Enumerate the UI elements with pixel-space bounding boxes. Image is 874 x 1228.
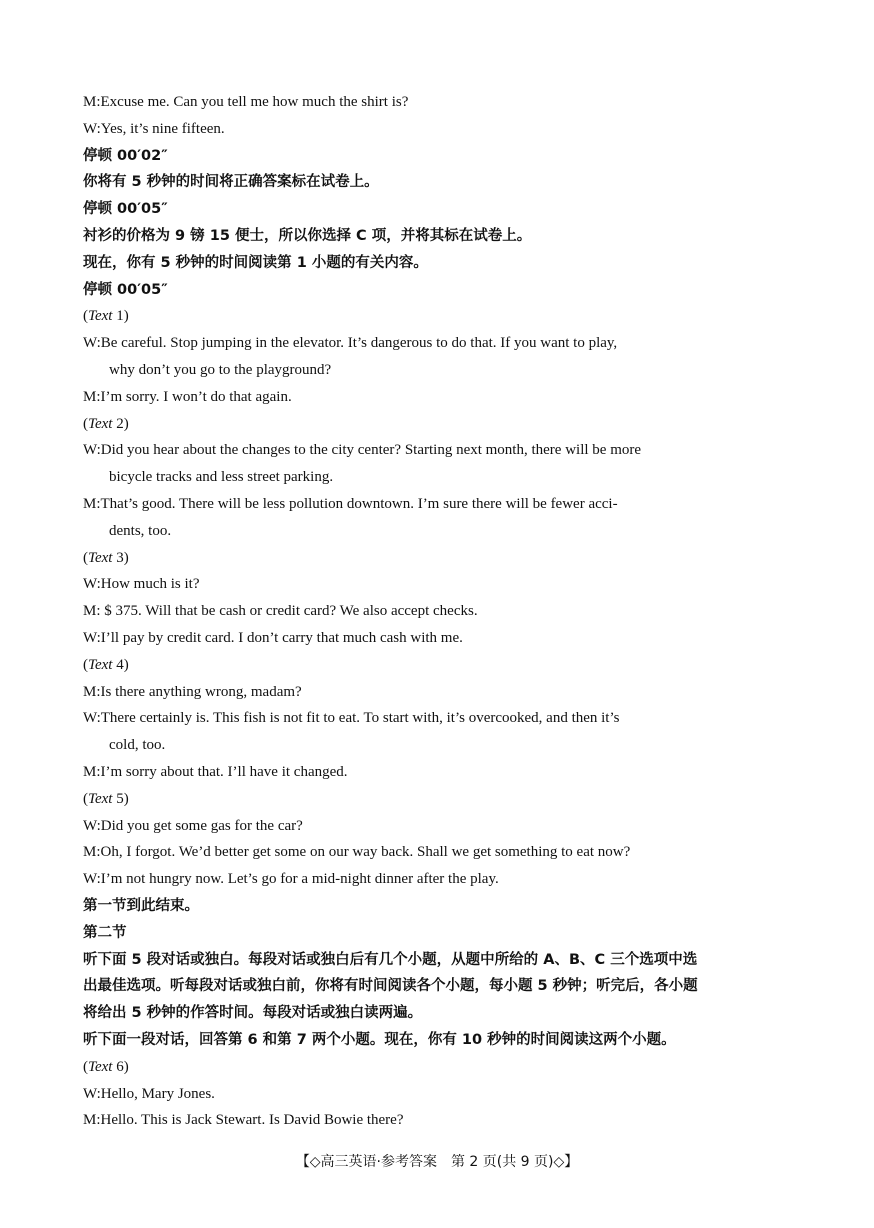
text-label <box>83 655 795 675</box>
chinese-instruction-line: 第二节 <box>83 924 127 941</box>
label-open: ( <box>83 790 88 807</box>
dialogue-line: M:Hello. This is Jack Stewart. Is David Bowie there? <box>83 1112 404 1129</box>
label-open: ( <box>83 656 88 673</box>
dialogue-line: W:Hello, Mary Jones. <box>83 1085 215 1102</box>
label-number: 4) <box>112 656 129 673</box>
dialogue-line: M:Oh, I forgot. We’d better get some on our way back. Shall we get something to eat now? <box>83 844 631 861</box>
dialogue-line: W:Be careful. Stop jumping in the elevator. It’s dangerous to do that. If you want to play, <box>83 335 618 352</box>
label-open: ( <box>83 415 88 432</box>
label-word: Text <box>88 656 113 673</box>
text-label <box>83 1057 795 1077</box>
text-label <box>83 548 795 568</box>
dialogue-line: W:Yes, it’s nine fifteen. <box>83 120 225 137</box>
dialogue-continuation-line: cold, too. <box>109 737 166 754</box>
chinese-instruction-line: 听下面一段对话，回答第 6 和第 7 两个小题。现在，你有 10 秒钟的时间阅读这两个小题。 <box>83 1032 676 1048</box>
dialogue-line: M:Excuse me. Can you tell me how much the shirt is? <box>83 94 409 110</box>
label-word: Text <box>88 415 113 432</box>
chinese-instruction-line: 现在，你有 5 秒钟的时间阅读第 1 小题的有关内容。 <box>83 254 428 271</box>
label-open: ( <box>83 549 88 566</box>
dialogue-line: M:That’s good. There will be less pollution downtown. I’m sure there will be fewer acci- <box>83 496 618 512</box>
dialogue-continuation-line: why don’t you go to the playground? <box>109 362 332 378</box>
label-word: Text <box>88 549 113 566</box>
label-open: ( <box>83 1058 88 1075</box>
dialogue-line: W:There certainly is. This fish is not fit to eat. To start with, it’s overcooked, and then it’s <box>83 710 620 727</box>
label-word: Text <box>88 308 113 325</box>
chinese-instruction-line: 你将有 5 秒钟的时间将正确答案标在试卷上。 <box>83 174 379 191</box>
label-number: 1) <box>112 308 129 325</box>
text-label <box>83 306 795 326</box>
dialogue-line: W:Did you hear about the changes to the city center? Starting next month, there will be more <box>83 442 642 459</box>
label-word: Text <box>88 790 113 807</box>
dialogue-continuation-line: dents, too. <box>109 522 172 539</box>
label-open: ( <box>83 308 88 325</box>
chinese-instruction-line: 将给出 5 秒钟的作答时间。每段对话或独白读两遍。 <box>83 1005 423 1022</box>
dialogue-line: M: $ 375. Will that be cash or credit card? We also accept checks. <box>83 603 478 620</box>
chinese-instruction-line: 停顿 00′05″ <box>83 281 168 298</box>
label-number: 3) <box>112 549 129 566</box>
dialogue-line: W:I’m not hungry now. Let’s go for a mid-night dinner after the play. <box>83 871 499 888</box>
chinese-instruction-line: 衬衫的价格为 9 镑 15 便士，所以你选择 C 项，并将其标在试卷上。 <box>83 228 532 244</box>
dialogue-line: M:I’m sorry. I won’t do that again. <box>83 388 292 405</box>
dialogue-line: M:I’m sorry about that. I’ll have it changed. <box>83 764 348 780</box>
chinese-instruction-line: 出最佳选项。听每段对话或独白前，你将有时间阅读各个小题，每小题 5 秒钟；听完后，各小题 <box>83 978 698 995</box>
label-number: 2) <box>112 415 129 432</box>
label-number: 5) <box>112 790 129 807</box>
dialogue-continuation-line: bicycle tracks and less street parking. <box>109 469 334 486</box>
label-number: 6) <box>112 1058 129 1075</box>
label-word: Text <box>88 1058 113 1075</box>
text-label <box>83 789 795 809</box>
dialogue-line: W:Did you get some gas for the car? <box>83 817 303 834</box>
dialogue-line: W:How much is it? <box>83 576 200 593</box>
text-label <box>83 414 795 434</box>
page-footer: 【◇高三英语·参考答案 第 2 页(共 9 页)◇】 <box>295 1154 579 1170</box>
dialogue-line: W:I’ll pay by credit card. I don’t carry that much cash with me. <box>83 630 463 646</box>
chinese-instruction-line: 停顿 00′02″ <box>83 147 168 164</box>
dialogue-line: M:Is there anything wrong, madam? <box>83 683 302 700</box>
chinese-instruction-line: 第一节到此结束。 <box>83 898 199 914</box>
chinese-instruction-line: 听下面 5 段对话或独白。每段对话或独白后有几个小题，从题中所给的 A、B、C 三个选项中选 <box>83 951 698 968</box>
chinese-instruction-line: 停顿 00′05″ <box>83 201 168 218</box>
